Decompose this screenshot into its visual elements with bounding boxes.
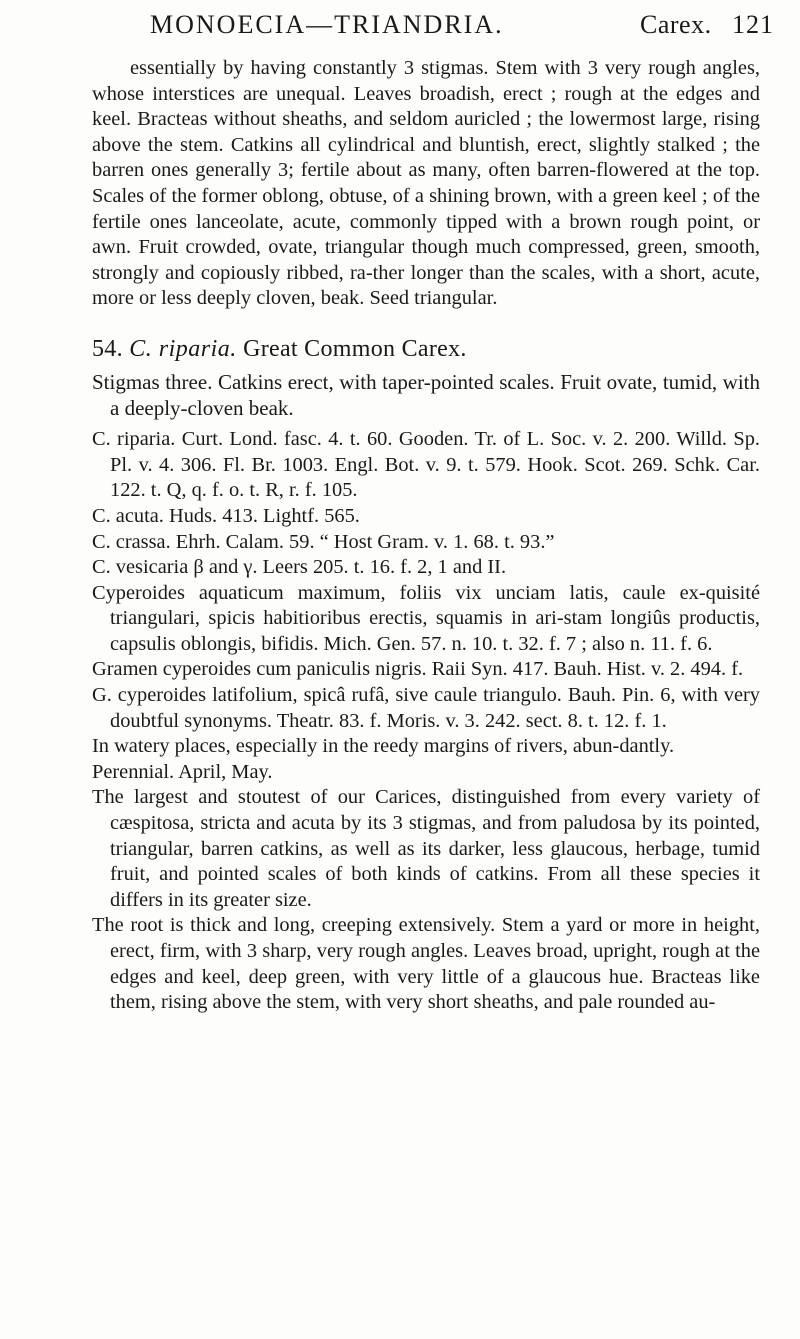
running-head xyxy=(150,10,774,50)
synonym-entry: C. crassa. Ehrh. Calam. 59. “ Host Gram. v. 1. 68. t. 93.” xyxy=(92,530,555,553)
species-heading xyxy=(92,334,760,364)
body-text xyxy=(92,56,760,1016)
species-name: C. riparia. xyxy=(129,335,237,362)
running-head-genus: Carex. xyxy=(640,10,712,39)
synonym-entry: C. acuta. Huds. 413. Lightf. 565. xyxy=(92,504,360,527)
page-number: 121 xyxy=(732,10,774,39)
running-head-title: MONOECIA—TRIANDRIA. xyxy=(150,10,504,39)
synonym-entry: Cyperoides aquaticum maximum, foliis vix unciam latis, caule ex-quisité triangulari, spicis habitioribus erectis, squamis in ari-stam longiûs productis, capsulis oblongis, bifidis. Mich. Gen. 57. n. 10. t. 32. f. 7 ; also n. 11. f. 6. xyxy=(92,581,760,655)
continuation-paragraph: essentially by having constantly 3 stigmas. Stem with 3 very rough angles, whose interstices are unequal. Leaves broadish, erect ; rough at the edges and keel. Bracteas without sheaths, and seldom auricled ; the lowermost large, rising above the stem. Catkins all cylindrical and bluntish, erect, slightly stalked ; the barren ones generally 3; fertile about as many, often barren-flowered at the top. Scales of the former oblong, obtuse, of a shining brown, with a green keel ; of the fertile ones lanceolate, acute, commonly tipped with a brown rough point, or awn. Fruit crowded, ovate, triangular though much compressed, green, smooth, strongly and copiously ribbed, ra-ther longer than the scales, with a short, acute, more or less deeply cloven, beak. Seed triangular. xyxy=(92,57,760,310)
synonym-entry: Gramen cyperoides cum paniculis nigris. Raii Syn. 417. Bauh. Hist. v. 2. 494. f. xyxy=(92,658,744,681)
species-number: 54. xyxy=(92,335,123,362)
specific-character: Stigmas three. Catkins erect, with taper-pointed scales. Fruit ovate, tumid, with a deeply-cloven beak. xyxy=(92,369,760,420)
duration: Perennial. April, May. xyxy=(92,760,273,783)
species-common-name: Great Common Carex. xyxy=(243,335,467,362)
synonym-entry: G. cyperoides latifolium, spicâ rufâ, sive caule triangulo. Bauh. Pin. 6, with very doubtful synonyms. Theatr. 83. f. Moris. v. 3. 242. sect. 8. t. 12. f. 1. xyxy=(92,684,760,732)
habitat: In watery places, especially in the reedy margins of rivers, abun-dantly. xyxy=(92,735,675,758)
synonym-entry: C. vesicaria β and γ. Leers 205. t. 16. f. 2, 1 and II. xyxy=(92,556,507,579)
synonym-entry: C. riparia. Curt. Lond. fasc. 4. t. 60. Gooden. Tr. of L. Soc. v. 2. 200. Willd. Sp. Pl. v. 4. 306. Fl. Br. 1003. Engl. Bot. v. 9. t. 579. Hook. Scot. 269. Schk. Car. 122. t. Q, q. f. o. t. R, r. f. 105. xyxy=(92,428,760,502)
description-paragraph: The root is thick and long, creeping extensively. Stem a yard or more in height, erect, firm, with 3 sharp, very rough angles. Leaves broad, upright, rough at the edges and keel, deep green, with very little of a glaucous hue. Bracteas like them, rising above the stem, with very short sheaths, and pale rounded au- xyxy=(92,914,760,1014)
synonymy-list xyxy=(92,427,760,734)
description-paragraph: The largest and stoutest of our Carices, distinguished from every variety of cæspitosa, stricta and acuta by its 3 stigmas, and from paludosa by its pointed, triangular, barren catkins, as well as its darker, less glaucous, herbage, tumid fruit, and pointed scales of both kinds of catkins. From all these species it differs in its greater size. xyxy=(92,786,760,911)
